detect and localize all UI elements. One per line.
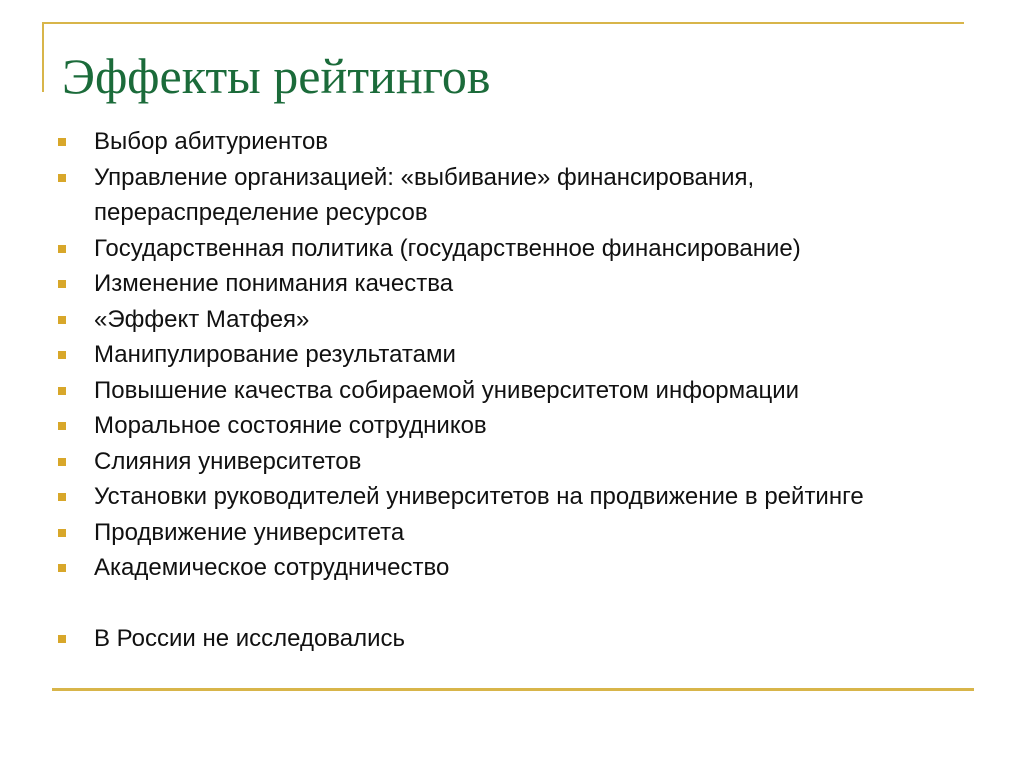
square-bullet-icon [58,458,66,466]
bullet-item [52,302,952,338]
bullet-item [52,231,952,267]
bullet-item [52,621,952,657]
bullet-text: Моральное состояние сотрудников [94,412,487,439]
bullet-item [52,408,952,444]
bullet-item [52,337,952,373]
bullet-list [52,124,952,656]
square-bullet-icon [58,280,66,288]
bullet-item [52,266,952,302]
square-bullet-icon [58,387,66,395]
bullet-text: «Эффект Матфея» [94,305,310,333]
bullet-text: В России не исследовались [94,624,406,652]
frame-bottom-line [52,688,974,691]
slide-title: Эффекты рейтингов [62,48,491,104]
bullet-text: Академическое сотрудничество [94,554,450,581]
bullet-item [52,160,952,231]
square-bullet-icon [58,422,66,430]
frame-left-line [42,22,44,92]
bullet-text: Государственная политика (государственное финансирование) [94,234,801,262]
square-bullet-icon [58,529,66,537]
square-bullet-icon [58,316,66,324]
square-bullet-icon [58,138,66,146]
bullet-item [52,124,952,160]
bullet-text: Продвижение университета [94,518,405,546]
bullet-item [52,479,952,515]
square-bullet-icon [58,564,66,572]
square-bullet-icon [58,174,66,182]
bullet-item [52,550,952,586]
bullet-item [52,515,952,551]
bullet-text: Повышение качества собираемой университетом информации [94,376,800,404]
bullet-text: Выбор абитуриентов [94,128,329,155]
square-bullet-icon [58,351,66,359]
square-bullet-icon [58,493,66,501]
bullet-text: Манипулирование результатами [94,341,456,368]
bullet-item [52,444,952,480]
square-bullet-icon [58,245,66,253]
bullet-text: Изменение понимания качества [94,270,454,297]
bullet-text: Установки руководителей университетов на продвижение в рейтинге [94,483,864,510]
frame-top-line [42,22,964,24]
bullet-text: Слияния университетов [94,447,362,475]
bullet-item [52,373,952,409]
bullet-text: Управление организацией: «выбивание» финансирования, перераспределение ресурсов [94,163,755,226]
square-bullet-icon [58,635,66,643]
